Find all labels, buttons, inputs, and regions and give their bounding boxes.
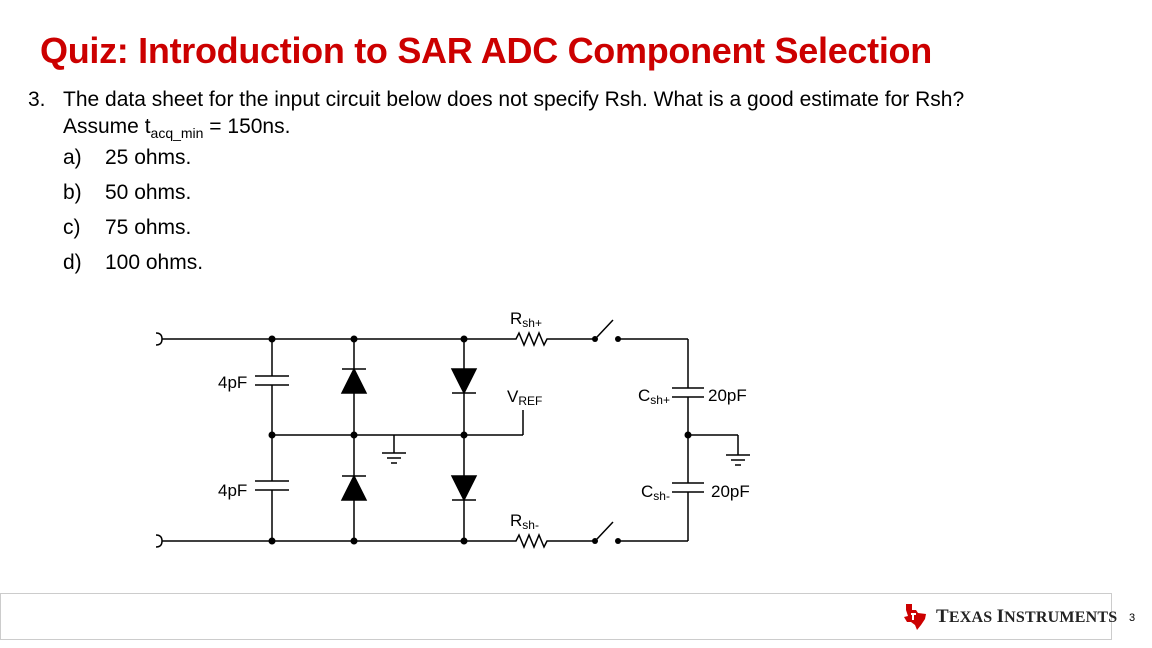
switch-contact [592,538,598,544]
cap-top-label: 4pF [218,373,248,392]
cap-bottom-label: 4pF [218,481,248,500]
input-terminal-bottom [156,535,162,547]
junction-dot [461,336,468,343]
junction-dot [461,432,468,439]
question-text: The data sheet for the input circuit below does not specify Rsh. What is a good estimate for Rsh? [63,88,965,111]
option-text: 75 ohms. [105,216,192,239]
switch-top [597,320,613,337]
assume-subscript: acq_min [150,125,204,141]
vref-label: VREF [507,387,543,408]
slide-title: Quiz: Introduction to SAR ADC Component Selection [40,30,932,71]
resistor-rsh-minus [512,535,550,547]
switch-contact [615,538,621,544]
junction-dot [685,432,692,439]
input-terminal-top [156,333,162,345]
option-text: 25 ohms. [105,146,192,169]
diode-2 [342,476,366,500]
junction-dot [351,538,358,545]
option-letter: c) [63,216,81,239]
csh-minus-value: 20pF [711,482,750,501]
resistor-rsh-plus [512,333,550,345]
option-text: 100 ohms. [105,251,204,274]
junction-dot [351,336,358,343]
option-text: 50 ohms. [105,181,192,204]
diode-1 [342,369,366,393]
question-number: 3. [28,88,46,111]
switch-bottom [597,522,613,539]
ti-logo [902,602,1117,632]
junction-dot [269,336,276,343]
rsh-plus-label: Rsh+ [510,309,542,330]
junction-dot [351,432,358,439]
junction-dot [461,538,468,545]
csh-plus-label: Csh+ [638,386,670,407]
page-number: 3 [1129,612,1136,624]
csh-minus-label: Csh- [641,482,670,503]
junction-dot [269,538,276,545]
option-letter: a) [63,146,82,169]
junction-dot [269,432,276,439]
assume-suffix: = 150ns. [203,115,291,138]
diode-3 [452,369,476,393]
switch-contact [592,336,598,342]
assume-prefix: Assume t [63,115,151,138]
csh-plus-value: 20pF [708,386,747,405]
ti-wordmark: TEXAS INSTRUMENTS [936,606,1118,627]
option-letter: d) [63,251,82,274]
rsh-minus-label: Rsh- [510,511,539,532]
diode-4 [452,476,476,500]
option-letter: b) [63,181,82,204]
switch-contact [615,336,621,342]
texas-state-icon [902,602,928,632]
